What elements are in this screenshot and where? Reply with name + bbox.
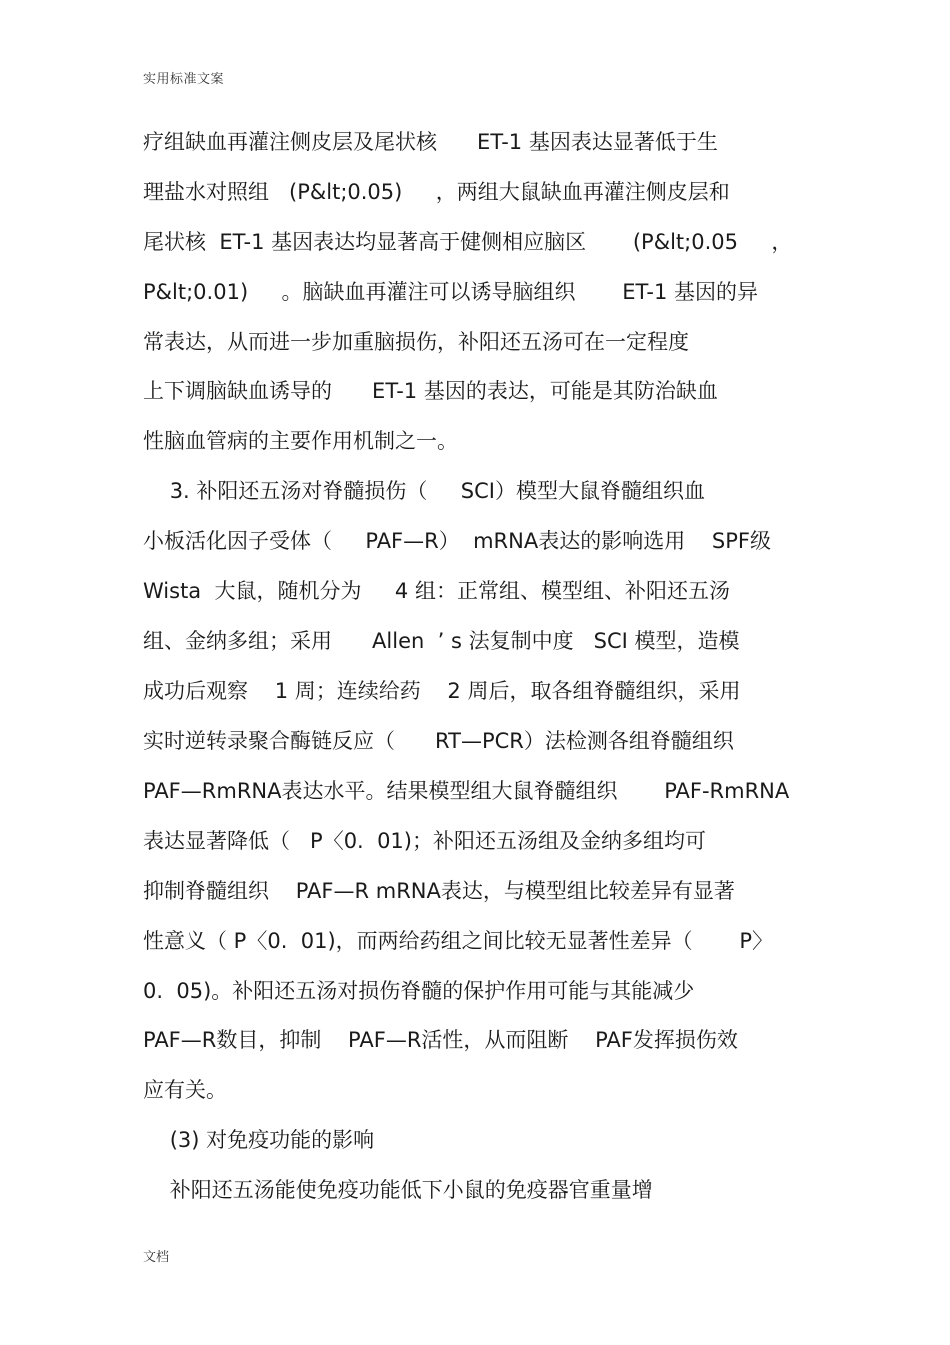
text-line: 抑制脊髓组织 PAF—R mRNA表达，与模型组比较差异有显著 xyxy=(143,879,735,903)
text-line: P&lt;0.01) 。脑缺血再灌注可以诱导脑组织 ET-1 基因的异 xyxy=(143,280,759,304)
section-heading: (3) 对免疫功能的影响 xyxy=(143,1128,375,1152)
text-line: Wista 大鼠，随机分为 4 组：正常组、模型组、补阳还五汤 xyxy=(143,579,730,603)
text-line: 常表达，从而进一步加重脑损伤，补阳还五汤可在一定程度 xyxy=(143,330,689,354)
text-line: 补阳还五汤能使免疫功能低下小鼠的免疫器官重量增 xyxy=(143,1178,653,1202)
text-line: PAF—RmRNA表达水平。结果模型组大鼠脊髓组织 PAF-RmRNA xyxy=(143,779,790,803)
text-line: 组、金纳多组；采用 Allen ’ s 法复制中度 SCI 模型，造模 xyxy=(143,629,740,653)
text-line: 成功后观察 1 周；连续给药 2 周后，取各组脊髓组织，采用 xyxy=(143,679,741,703)
text-line: 3. 补阳还五汤对脊髓损伤（ SCI）模型大鼠脊髓组织血 xyxy=(143,479,705,503)
text-line: 上下调脑缺血诱导的 ET-1 基因的表达，可能是其防治缺血 xyxy=(143,379,718,403)
text-line: 实时逆转录聚合酶链反应（ RT—PCR）法检测各组脊髓组织 xyxy=(143,729,734,753)
text-line: PAF—R数目，抑制 PAF—R活性，从而阻断 PAF发挥损伤效 xyxy=(143,1028,738,1052)
page-header: 实用标准文案 xyxy=(143,72,225,87)
text-line: 表达显著降低（ P〈0. 01)；补阳还五汤组及金纳多组均可 xyxy=(143,829,706,853)
text-line: 性脑血管病的主要作用机制之一。 xyxy=(143,429,458,453)
text-line: 应有关。 xyxy=(143,1078,227,1102)
text-line: 疗组缺血再灌注侧皮层及尾状核 ET-1 基因表达显著低于生 xyxy=(143,130,718,154)
text-line: 性意义（ P〈0. 01)，而两给药组之间比较无显著性差异（ P〉 xyxy=(143,929,774,953)
text-line: 理盐水对照组 (P&lt;0.05) ，两组大鼠缺血再灌注侧皮层和 xyxy=(143,180,730,204)
text-line: 0. 05)。补阳还五汤对损伤脊髓的保护作用可能与其能减少 xyxy=(143,979,695,1003)
text-line: 小板活化因子受体（ PAF—R） mRNA表达的影响选用 SPF级 xyxy=(143,529,771,553)
text-line: 尾状核 ET-1 基因表达均显著高于健侧相应脑区 (P&lt;0.05 ， xyxy=(143,230,793,254)
page-footer: 文档 xyxy=(143,1250,170,1265)
